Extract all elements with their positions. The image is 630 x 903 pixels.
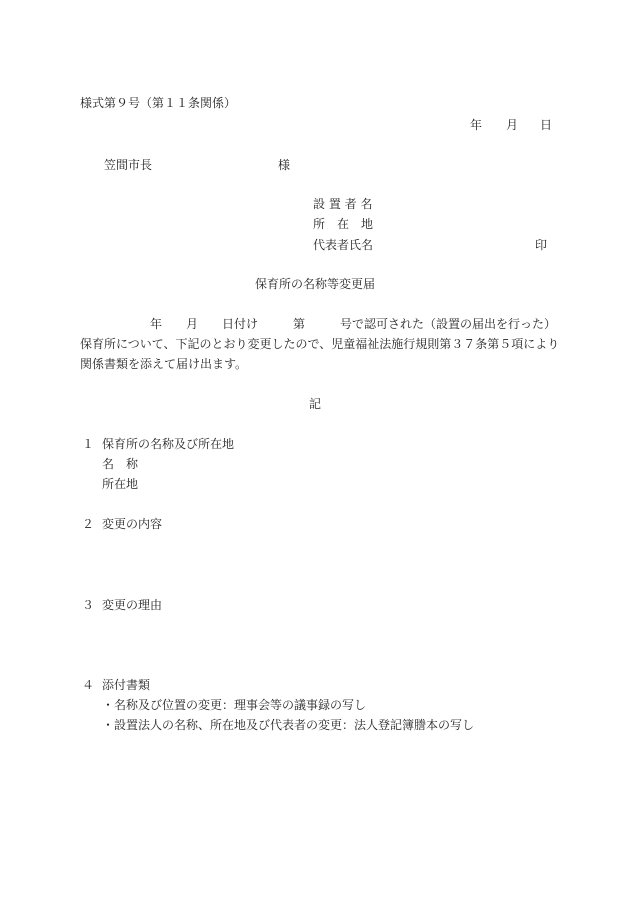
body-year: 年 bbox=[150, 317, 163, 331]
seal-mark: 印 bbox=[535, 238, 548, 252]
section3-title: 変更の理由 bbox=[102, 598, 163, 612]
representative-name-label: 代表者氏名 bbox=[313, 238, 374, 252]
body-line2: 保育所について、下記のとおり変更したので、児童福祉法施行規則第３７条第５項により bbox=[80, 337, 560, 351]
document-title: 保育所の名称等変更届 bbox=[255, 277, 376, 291]
date-day-label: 日 bbox=[540, 118, 553, 132]
body-number-prefix: 第 bbox=[293, 317, 306, 331]
section2-number: ２ bbox=[82, 517, 95, 531]
section2-title: 変更の内容 bbox=[102, 517, 163, 531]
body-line3: 関係書類を添えて届け出ます。 bbox=[80, 357, 248, 371]
ki-marker: 記 bbox=[309, 397, 322, 411]
date-month-label: 月 bbox=[506, 118, 519, 132]
founder-name-label: 設 置 者 名 bbox=[313, 197, 373, 211]
addressee-name: 笠間市長 bbox=[104, 158, 153, 172]
section3-number: ３ bbox=[82, 598, 95, 612]
section4-title: 添付書類 bbox=[102, 678, 151, 692]
addressee-honorific: 様 bbox=[278, 158, 291, 172]
section1-title: 保育所の名称及び所在地 bbox=[102, 437, 235, 451]
section4-number: ４ bbox=[82, 678, 95, 692]
body-line1-rest: 号で認可された（設置の届出を行った） bbox=[340, 317, 557, 331]
body-dated: 日付け bbox=[222, 317, 259, 331]
body-month: 月 bbox=[186, 317, 199, 331]
section4-item-2: ・設置法人の名称、所在地及び代表者の変更：法人登記簿謄本の写し bbox=[102, 718, 475, 732]
address-label: 所 在 地 bbox=[313, 217, 374, 231]
section1-number: １ bbox=[82, 437, 95, 451]
section4-item-1: ・名称及び位置の変更：理事会等の議事録の写し bbox=[102, 698, 367, 712]
date-year-label: 年 bbox=[470, 118, 483, 132]
section1-name-label: 名 称 bbox=[102, 457, 139, 471]
section1-address-label: 所在地 bbox=[102, 477, 139, 491]
form-number: 様式第９号（第１１条関係） bbox=[80, 96, 237, 110]
